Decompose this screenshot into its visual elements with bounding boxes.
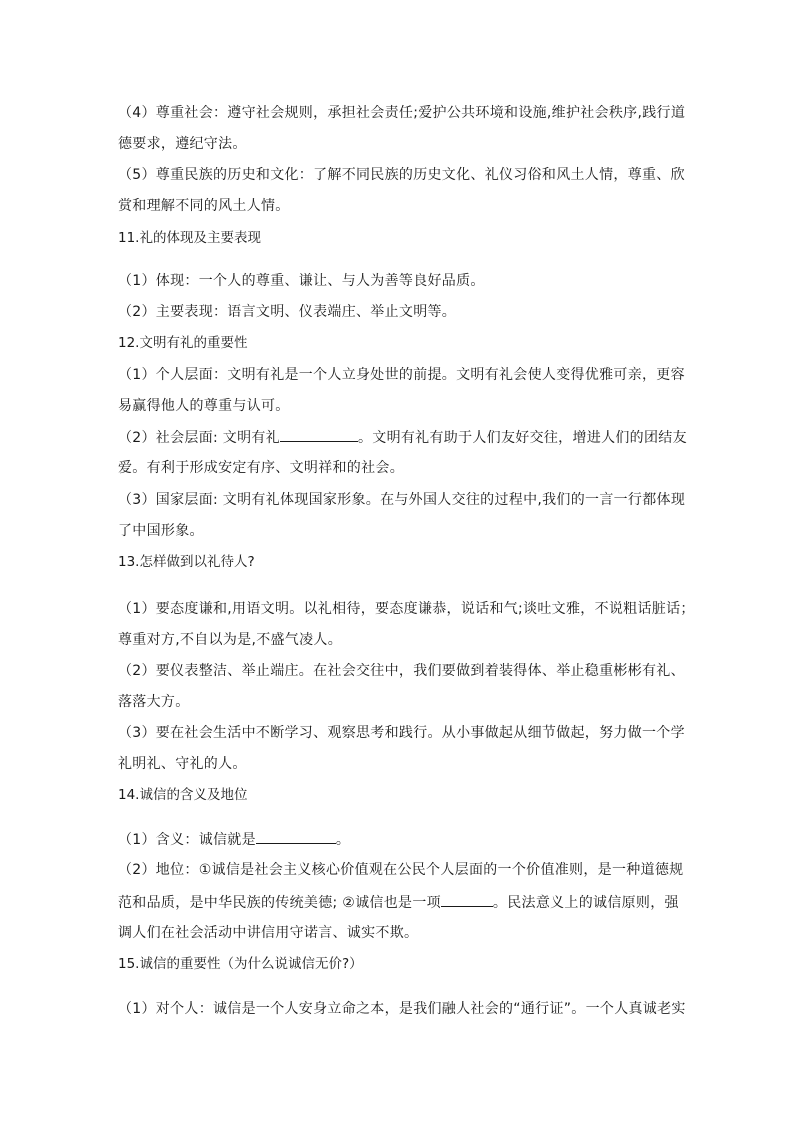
paragraph-line: （1）体现：一个人的尊重、谦让、与人为善等良好品质。 — [118, 273, 485, 289]
paragraph-line: （1）个人层面：文明有礼是一个人立身处世的前提。文明有礼会使人变得优雅可亲，更容 — [118, 367, 685, 383]
paragraph-line: （3）国家层面: 文明有礼体现国家形象。在与外国人交往的过程中,我们的一言一行都体现 — [118, 492, 686, 508]
section-heading-13: 13.怎样做到以礼待人? — [118, 554, 255, 570]
line-text: 。 — [335, 832, 351, 848]
fill-in-blank — [441, 892, 493, 907]
paragraph-line: 了中国形象。 — [118, 523, 204, 539]
fill-in-blank — [280, 427, 358, 442]
line-text: 范和品质，是中华民族的传统美德; ②诚信也是一项 — [118, 895, 441, 911]
paragraph-line: 赏和理解不同的风土人情。 — [118, 198, 290, 214]
paragraph-line: 调人们在社会活动中讲信用守诺言、诚实不欺。 — [118, 925, 419, 941]
paragraph-line: 落落大方。 — [118, 694, 190, 710]
section-heading-15: 15.诚信的重要性（为什么说诚信无价?） — [118, 956, 363, 972]
fill-in-blank — [256, 829, 336, 844]
line-text: 。民法意义上的诚信原则，强 — [492, 895, 679, 911]
line-text: （1）含义：诚信就是 — [118, 832, 256, 848]
line-text: 。文明有礼有助于人们友好交往，增进人们的团结友 — [357, 430, 687, 446]
paragraph-line: （1）对个人：诚信是一个人安身立命之本，是我们融人社会的“通行证”。一个人真诚老实 — [118, 1001, 686, 1017]
paragraph-line: （3）要在社会生活中不断学习、观察思考和践行。从小事做起从细节做起，努力做一个学 — [118, 725, 685, 741]
paragraph-line: 德要求，遵纪守法。 — [118, 136, 247, 152]
section-heading-14: 14.诚信的含义及地位 — [118, 787, 248, 803]
paragraph-line — [118, 892, 682, 913]
paragraph-line: 礼明礼、守礼的人。 — [118, 756, 247, 772]
line-text: （2）社会层面: 文明有礼 — [118, 430, 280, 446]
paragraph-line: （2）要仪表整洁、举止端庄。在社会交往中，我们要做到着装得体、举止稳重彬彬有礼、 — [118, 663, 685, 679]
paragraph-line: （5）尊重民族的历史和文化：了解不同民族的历史文化、礼仪习俗和风土人情，尊重、欣 — [118, 167, 685, 183]
section-heading-11: 11.礼的体现及主要表现 — [118, 230, 261, 246]
paragraph-line — [118, 427, 687, 448]
paragraph-line: （2）主要表现：语言文明、仪表端庄、举止文明等。 — [118, 304, 457, 320]
paragraph-line: （4）尊重社会：遵守社会规则，承担社会责任;爱护公共环境和设施,维护社会秩序,践行道 — [118, 105, 686, 121]
paragraph-line: （1）要态度谦和,用语文明。以礼相待，要态度谦恭，说话和气;谈吐文雅，不说粗话脏话； — [118, 601, 695, 617]
paragraph-line: （2）地位：①诚信是社会主义核心价值观在公民个人层面的一个价值准则，是一种道德规 — [118, 862, 684, 878]
paragraph-line — [118, 829, 682, 850]
section-heading-12: 12.文明有礼的重要性 — [118, 335, 248, 351]
paragraph-line: 尊重对方,不自以为是,不盛气凌人。 — [118, 632, 342, 648]
paragraph-line: 易赢得他人的尊重与认可。 — [118, 398, 290, 414]
paragraph-line: 爱。有利于形成安定有序、文明祥和的社会。 — [118, 460, 404, 476]
